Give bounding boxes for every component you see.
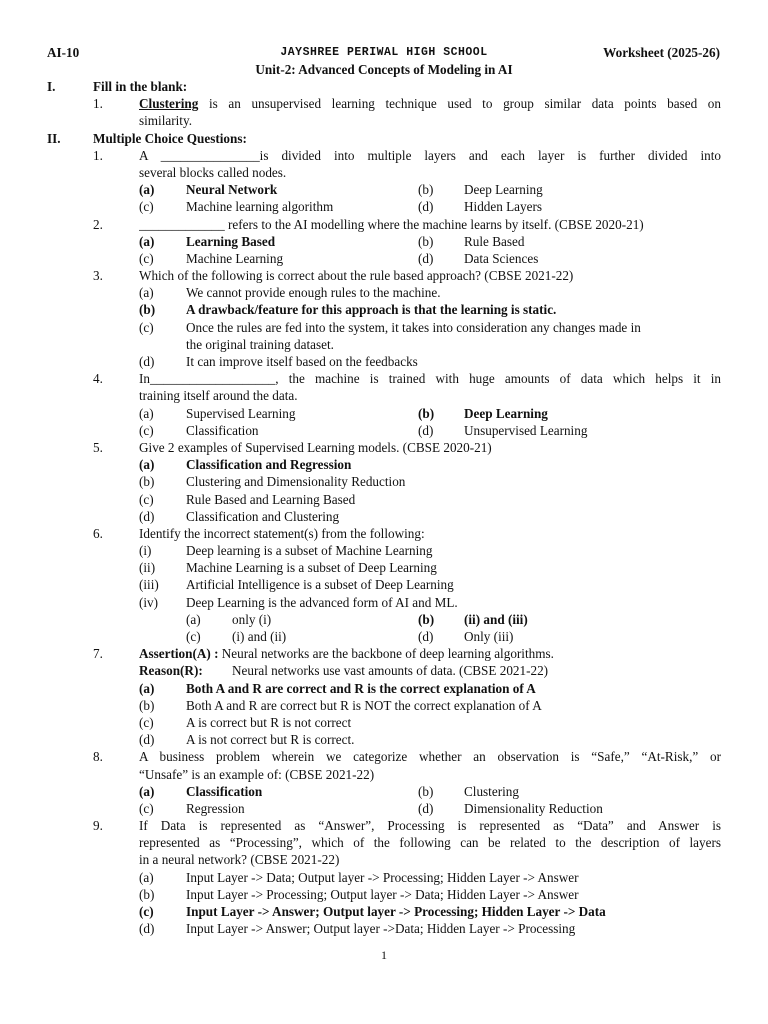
page-header [0, 45, 768, 63]
option-row [0, 353, 768, 370]
question-number: 2. [93, 216, 103, 232]
option-row [0, 628, 768, 645]
question-line [0, 370, 768, 387]
question-text: Identify the incorrect statement(s) from the following: [139, 525, 425, 541]
option-row [0, 250, 768, 267]
class-code: AI-10 [47, 45, 80, 60]
option-label: (c) [139, 714, 154, 730]
option-text-correct: Classification [186, 783, 263, 799]
option-label: (c) [139, 319, 154, 335]
option-label: (b) [418, 783, 434, 799]
option-label: (d) [139, 354, 155, 369]
question-text: Give 2 examples of Supervised Learning models. (CBSE 2020-21) [139, 439, 492, 455]
section-heading [0, 78, 768, 95]
question-line [0, 662, 768, 679]
option-label: (a) [186, 611, 201, 627]
question-text: several blocks called nodes. [139, 164, 287, 180]
section-heading [0, 130, 768, 147]
assertion-label: Assertion(A) : [139, 646, 219, 662]
question-line [0, 645, 768, 662]
statement-text: Deep Learning is the advanced form of AI and ML. [186, 594, 458, 610]
option-label: (b) [139, 474, 155, 490]
option-label: (b) [139, 697, 155, 713]
option-text: Both A and R are correct but R is NOT the correct explanation of A [186, 697, 542, 713]
blank-answer: Clustering [139, 96, 199, 112]
question-text: similarity. [139, 113, 192, 129]
option-text: A is not correct but R is correct. [186, 732, 355, 748]
option-text: Hidden Layers [464, 199, 542, 215]
option-row [0, 680, 768, 697]
option-label: (b) [418, 611, 435, 627]
option-row [0, 714, 768, 731]
option-label: (d) [418, 422, 434, 438]
option-row [0, 405, 768, 422]
statement-label: (i) [139, 543, 152, 559]
option-row [0, 697, 768, 714]
question-line [0, 766, 768, 783]
option-text: Data Sciences [464, 250, 539, 266]
statement-label: (iv) [139, 594, 159, 610]
option-text: Once the rules are fed into the system, it takes into consideration any changes made in [186, 319, 641, 335]
option-label: (c) [139, 904, 154, 919]
option-text: Machine learning algorithm [186, 199, 334, 215]
option-text: only (i) [232, 611, 272, 627]
question-number: 4. [93, 371, 103, 387]
statement-row [0, 594, 768, 611]
question-line [0, 851, 768, 868]
option-text: Only (iii) [464, 629, 514, 644]
option-text: Classification and Clustering [186, 508, 340, 524]
question-text: If Data is represented as “Answer”, Processing is represented as “Data” and Answer is [139, 818, 721, 834]
option-label: (a) [139, 457, 155, 473]
option-text: Input Layer -> Answer; Output layer ->Data; Hidden Layer -> Processing [186, 921, 576, 937]
assertion [139, 645, 554, 662]
statement-row [0, 542, 768, 559]
option-row [0, 903, 768, 920]
question-text: Which of the following is correct about the rule based approach? (CBSE 2021-22) [139, 268, 574, 284]
option-label: (c) [139, 422, 154, 438]
option-row [0, 422, 768, 439]
option-row [0, 508, 768, 525]
option-label: (d) [139, 732, 155, 748]
statement-text: Artificial Intelligence is a subset of Deep Learning [186, 577, 454, 593]
question-line [0, 267, 768, 284]
option-text: Input Layer -> Data; Output layer -> Processing; Hidden Layer -> Answer [186, 869, 579, 885]
school-name: JAYSHREE PERIWAL HIGH SCHOOL [280, 46, 488, 59]
option-text-correct: A drawback/feature for this approach is that the learning is static. [186, 302, 557, 318]
question-text: represented as “Processing”, which of the following can be related to the description of layers [139, 835, 721, 851]
option-label: (d) [139, 508, 155, 524]
worksheet-content [0, 78, 768, 937]
section-number: I. [47, 79, 56, 94]
option-label: (b) [418, 405, 435, 421]
assertion-text: Neural networks are the backbone of deep learning algorithms. [218, 646, 554, 662]
option-label: (c) [186, 629, 201, 644]
option-label: (d) [139, 921, 155, 937]
question-number: 3. [93, 268, 103, 284]
reason-text: Neural networks use vast amounts of data. (CBSE 2021-22) [232, 663, 549, 679]
statement-row [0, 576, 768, 593]
option-label: (a) [139, 233, 155, 249]
reason-label: Reason(R): [139, 663, 203, 679]
option-label: (d) [418, 199, 434, 215]
option-row [0, 491, 768, 508]
question-line [0, 216, 768, 233]
statement-label: (ii) [139, 560, 156, 576]
option-label: (a) [139, 680, 155, 696]
option-label: (a) [139, 869, 154, 885]
question-line [0, 748, 768, 765]
option-label: (c) [139, 491, 154, 507]
option-text-correct: Neural Network [186, 182, 278, 198]
statement-label: (iii) [139, 577, 159, 593]
option-label: (b) [139, 886, 155, 902]
question-text: in a neural network? (CBSE 2021-22) [139, 852, 340, 868]
question-text: “Unsafe” is an example of: (CBSE 2021-22) [139, 766, 375, 782]
option-text: Machine Learning [186, 250, 284, 266]
question-number: 1. [93, 96, 103, 112]
option-text: Rule Based [464, 233, 525, 249]
worksheet-year: Worksheet (2025-26) [603, 45, 720, 60]
option-row [0, 181, 768, 198]
section-number: II. [47, 130, 61, 146]
question-number: 5. [93, 439, 103, 455]
option-text-correct: Deep Learning [464, 405, 548, 421]
option-label: (b) [418, 182, 434, 198]
option-row [0, 473, 768, 490]
question-text: training itself around the data. [139, 388, 298, 404]
option-row [0, 319, 768, 336]
option-text: the original training dataset. [186, 336, 334, 352]
option-row [0, 611, 768, 628]
option-text: (i) and (ii) [232, 629, 287, 644]
option-text-correct: Learning Based [186, 233, 276, 249]
option-text: Deep Learning [464, 182, 543, 198]
option-label: (c) [139, 199, 154, 215]
question-line [0, 817, 768, 834]
option-text: A is correct but R is not correct [186, 714, 352, 730]
question-line [0, 164, 768, 181]
question-text: Clustering is an unsupervised learning technique used to group similar data points based on [139, 96, 721, 112]
question-text: _____________ refers to the AI modelling where the machine learns by itself. (CBSE 2020-21) [139, 216, 644, 232]
option-text: Dimensionality Reduction [464, 800, 603, 816]
option-text: Clustering and Dimensionality Reduction [186, 474, 406, 490]
option-label: (b) [418, 233, 434, 249]
statement-text: Deep learning is a subset of Machine Learning [186, 543, 433, 559]
question-line [0, 387, 768, 404]
question-line [0, 525, 768, 542]
option-label: (b) [139, 302, 156, 318]
question-number: 6. [93, 525, 103, 541]
question-text: A _______________is divided into multiple layers and each layer is further divided into [139, 147, 721, 163]
section-title: Multiple Choice Questions: [93, 130, 247, 146]
question-line [0, 439, 768, 456]
question-line [0, 147, 768, 164]
option-row [0, 198, 768, 215]
option-text: It can improve itself based on the feedbacks [186, 354, 418, 369]
option-row [0, 301, 768, 318]
question-number: 9. [93, 818, 103, 834]
option-label: (c) [139, 250, 154, 266]
option-text-correct: Input Layer -> Answer; Output layer -> Processing; Hidden Layer -> Data [186, 904, 606, 919]
option-text: Input Layer -> Processing; Output layer -> Data; Hidden Layer -> Answer [186, 886, 579, 902]
option-label: (d) [418, 629, 434, 644]
question-text: In___________________, the machine is trained with huge amounts of data which helps it in [139, 371, 721, 387]
question-number: 7. [93, 646, 103, 662]
unit-title: Unit-2: Advanced Concepts of Modeling in AI [255, 62, 513, 77]
option-row [0, 886, 768, 903]
option-label: (a) [139, 182, 155, 198]
option-row [0, 284, 768, 301]
question-number: 8. [93, 749, 103, 765]
question-line [0, 834, 768, 851]
option-text-correct: Both A and R are correct and R is the correct explanation of A [186, 680, 536, 696]
option-text: Supervised Learning [186, 405, 296, 421]
option-row [0, 869, 768, 886]
option-text-correct: Classification and Regression [186, 457, 352, 473]
option-label: (a) [139, 405, 154, 421]
option-row [0, 731, 768, 748]
option-label: (a) [139, 285, 154, 301]
page-number: 1 [381, 948, 387, 962]
question-text: A business problem wherein we categorize whether an observation is “Safe,” “At-Risk,” or [139, 749, 721, 765]
option-text: Clustering [464, 783, 519, 799]
option-row [0, 920, 768, 937]
question-line [0, 112, 768, 129]
option-label: (d) [418, 800, 434, 816]
option-text: Classification [186, 422, 259, 438]
option-row [0, 783, 768, 800]
option-text: Unsupervised Learning [464, 422, 588, 438]
option-text: Rule Based and Learning Based [186, 491, 356, 507]
option-text-correct: (ii) and (iii) [464, 611, 528, 627]
option-label: (a) [139, 783, 155, 799]
statement-text: Machine Learning is a subset of Deep Learning [186, 560, 437, 576]
section-title: Fill in the blank: [93, 79, 188, 94]
statement-row [0, 559, 768, 576]
option-label: (d) [418, 250, 434, 266]
option-text: Regression [186, 800, 245, 816]
option-row [0, 800, 768, 817]
question-line [0, 95, 768, 112]
option-text: We cannot provide enough rules to the machine. [186, 285, 441, 301]
option-row [0, 336, 768, 353]
question-number: 1. [93, 147, 103, 163]
option-row [0, 233, 768, 250]
option-label: (c) [139, 800, 154, 816]
option-row [0, 456, 768, 473]
